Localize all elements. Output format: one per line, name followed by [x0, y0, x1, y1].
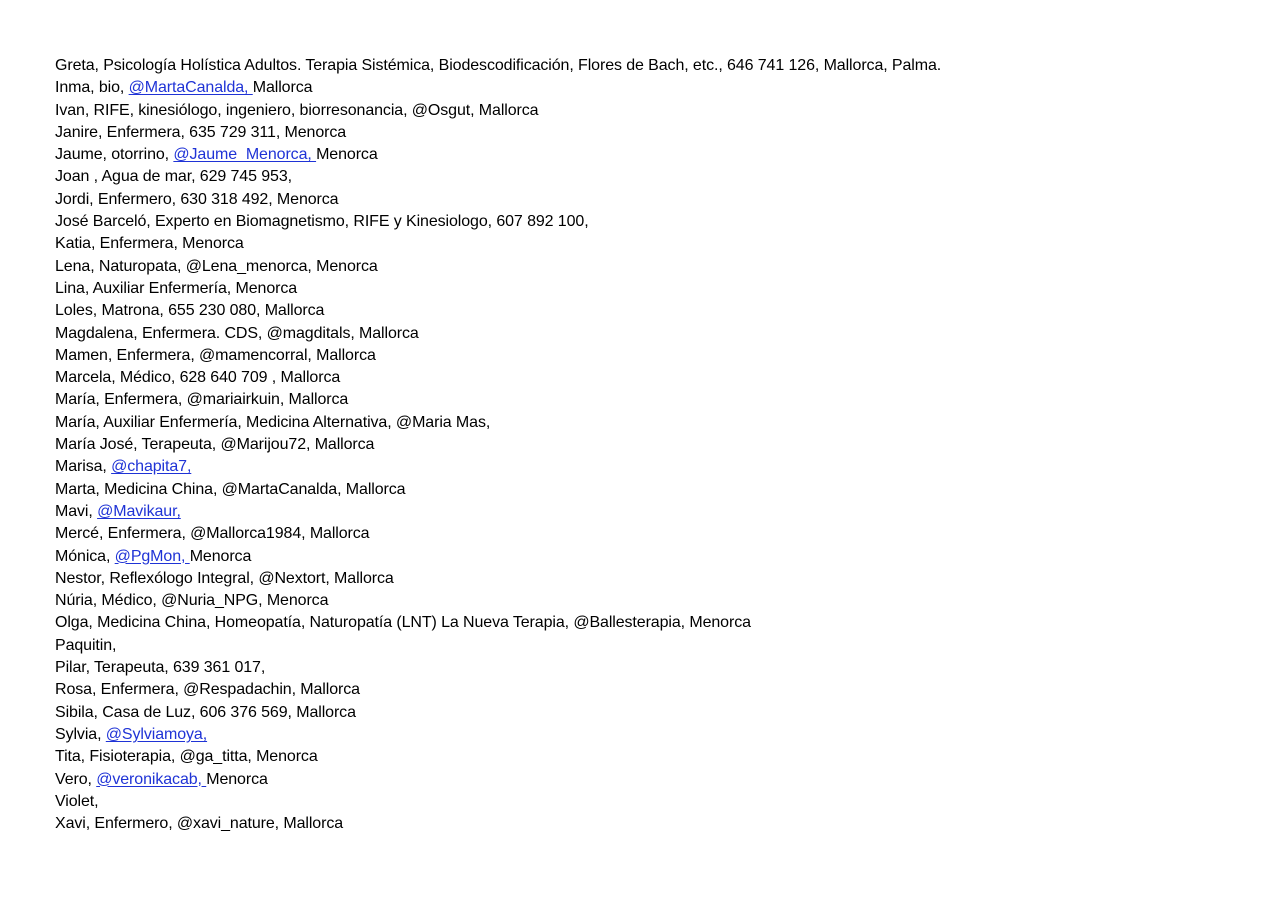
contact-line	[55, 100, 1255, 122]
contact-text: Menorca	[316, 146, 378, 164]
contact-line	[55, 256, 1255, 278]
contact-text: María, Auxiliar Enfermería, Medicina Alternativa, @Maria Mas,	[55, 413, 491, 431]
contact-line	[55, 791, 1255, 813]
contact-line	[55, 122, 1255, 144]
contact-text: Joan , Agua de mar, 629 745 953,	[55, 168, 292, 186]
social-handle-link[interactable]: @chapita7,	[111, 458, 192, 476]
contact-line	[55, 679, 1255, 701]
contact-line	[55, 412, 1255, 434]
contact-line	[55, 233, 1255, 255]
contact-text: Nestor, Reflexólogo Integral, @Nextort, Mallorca	[55, 569, 394, 587]
contact-line	[55, 456, 1255, 478]
contact-line	[55, 590, 1255, 612]
contact-text: Marisa,	[55, 458, 112, 476]
contact-line	[55, 612, 1255, 634]
contact-line	[55, 189, 1255, 211]
contact-text: Rosa, Enfermera, @Respadachin, Mallorca	[55, 681, 360, 699]
contact-text: Mamen, Enfermera, @mamencorral, Mallorca	[55, 346, 376, 364]
social-handle-link[interactable]: @Sylviamoya,	[105, 725, 208, 743]
contact-line	[55, 479, 1255, 501]
contact-text: Menorca	[189, 547, 252, 565]
document-page	[55, 55, 1255, 835]
contact-text: Janire, Enfermera, 635 729 311, Menorca	[55, 123, 347, 141]
contact-text: Xavi, Enfermero, @xavi_nature, Mallorca	[55, 815, 344, 833]
contact-text: José Barceló, Experto en Biomagnetismo, RIFE y Kinesiologo, 607 892 100,	[55, 213, 589, 231]
contact-line	[55, 813, 1255, 835]
contact-list	[55, 55, 1255, 835]
contact-line	[55, 211, 1255, 233]
contact-text: Magdalena, Enfermera. CDS, @magditals, Mallorca	[55, 324, 419, 342]
contact-text: Greta, Psicología Holística Adultos. Terapia Sistémica, Biodescodificación, Flores de Bach, etc., 646 741 126, Mallorca, Palma.	[55, 57, 942, 74]
contact-text: Jordi, Enfermero, 630 318 492, Menorca	[55, 190, 339, 208]
contact-text: Mónica,	[55, 547, 115, 565]
contact-line	[55, 724, 1255, 746]
contact-text: María José, Terapeuta, @Marijou72, Mallorca	[55, 436, 375, 454]
contact-line	[55, 77, 1255, 99]
contact-line	[55, 657, 1255, 679]
contact-text: Violet,	[55, 792, 99, 810]
contact-line	[55, 702, 1255, 724]
contact-text: Inma, bio,	[55, 79, 129, 97]
contact-text: Sylvia,	[55, 725, 106, 743]
contact-text: Tita, Fisioterapia, @ga_titta, Menorca	[55, 748, 318, 766]
contact-line	[55, 144, 1255, 166]
contact-line	[55, 300, 1255, 322]
contact-text: Pilar, Terapeuta, 639 361 017,	[55, 659, 266, 677]
contact-text: Mallorca	[252, 79, 313, 97]
contact-line	[55, 546, 1255, 568]
contact-text: Mavi,	[55, 502, 98, 520]
contact-line	[55, 55, 1255, 77]
contact-text: Menorca	[206, 770, 268, 788]
contact-text: Jaume, otorrino,	[55, 146, 174, 164]
contact-line	[55, 769, 1255, 791]
contact-text: Loles, Matrona, 655 230 080, Mallorca	[55, 302, 325, 320]
contact-line	[55, 434, 1255, 456]
contact-text: Ivan, RIFE, kinesiólogo, ingeniero, biorresonancia, @Osgut, Mallorca	[55, 101, 539, 119]
social-handle-link[interactable]: @MartaCanalda,	[128, 79, 253, 97]
contact-text: Sibila, Casa de Luz, 606 376 569, Mallorca	[55, 703, 356, 721]
contact-line	[55, 166, 1255, 188]
contact-text: Mercé, Enfermera, @Mallorca1984, Mallorca	[55, 525, 370, 543]
contact-line	[55, 523, 1255, 545]
social-handle-link[interactable]: @Jaume_Menorca,	[173, 146, 317, 164]
contact-text: Katia, Enfermera, Menorca	[55, 235, 244, 253]
social-handle-link[interactable]: @veronikacab,	[96, 770, 207, 788]
contact-line	[55, 389, 1255, 411]
social-handle-link[interactable]: @Mavikaur,	[97, 502, 181, 520]
contact-text: Lena, Naturopata, @Lena_menorca, Menorca	[55, 257, 378, 275]
contact-text: María, Enfermera, @mariairkuin, Mallorca	[55, 391, 349, 409]
contact-text: Lina, Auxiliar Enfermería, Menorca	[55, 279, 298, 297]
contact-line	[55, 367, 1255, 389]
contact-text: Paquitin,	[55, 636, 117, 654]
contact-text: Marta, Medicina China, @MartaCanalda, Mallorca	[55, 480, 406, 498]
contact-line	[55, 568, 1255, 590]
contact-line	[55, 501, 1255, 523]
contact-text: Vero,	[55, 770, 97, 788]
social-handle-link[interactable]: @PgMon,	[114, 547, 190, 565]
contact-text: Olga, Medicina China, Homeopatía, Naturopatía (LNT) La Nueva Terapia, @Ballesterapia, Menorca	[55, 614, 751, 632]
contact-line	[55, 323, 1255, 345]
contact-text: Marcela, Médico, 628 640 709 , Mallorca	[55, 369, 341, 387]
contact-text: Núria, Médico, @Nuria_NPG, Menorca	[55, 592, 329, 610]
contact-line	[55, 746, 1255, 768]
contact-line	[55, 345, 1255, 367]
contact-line	[55, 635, 1255, 657]
contact-line	[55, 278, 1255, 300]
